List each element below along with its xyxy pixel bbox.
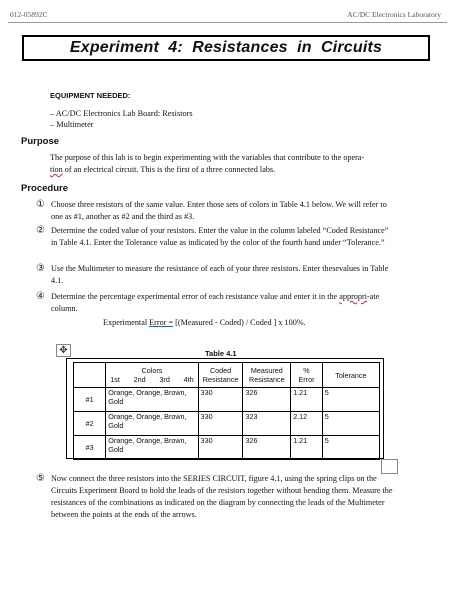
- table-row: [74, 436, 380, 460]
- cell-measured[interactable]: 323: [243, 412, 291, 436]
- procedure-step-2: [36, 225, 394, 249]
- colors-line: Gold: [108, 397, 124, 406]
- band-header: 3rd: [159, 375, 170, 384]
- cell-error[interactable]: 2.12: [291, 412, 323, 436]
- header-label: Tolerance: [335, 370, 367, 380]
- step-number-4-icon: ④: [36, 291, 45, 302]
- cell-coded[interactable]: 330: [198, 412, 243, 436]
- colors-line: Gold: [108, 445, 124, 454]
- purpose-line-2: of an electrical circuit. This is the first of a three connected labs.: [62, 165, 276, 174]
- equation-underlined: Error =: [149, 318, 174, 327]
- colors-line: Orange, Orange, Brown,: [108, 436, 187, 445]
- table-resize-handle[interactable]: [381, 459, 398, 474]
- cell-colors[interactable]: [106, 388, 198, 412]
- table-header-measured: [243, 363, 291, 388]
- step-text: Choose three resistors of the same value. Enter those sets of colors in Table 4.1 below. We will refer to one as #1, another as #2 and the third as #3.: [51, 200, 387, 221]
- band-header: 1st: [110, 375, 120, 384]
- purpose-heading: Purpose: [21, 136, 60, 147]
- step-text: Determine the coded value of your resistors. Enter the value in the column labeled “Coded Resistance” in Table 4.1. Enter the Tolerance value as indicated by the color of the fourth band under “Tolerance.”: [51, 226, 389, 247]
- table-header-cell: [74, 363, 106, 388]
- purpose-line-1: The purpose of this lab is to begin experimenting with the variables that contribute to the opera-: [50, 153, 365, 162]
- table-title: Table 4.1: [205, 349, 237, 358]
- error-equation: [103, 318, 306, 327]
- cell-error[interactable]: 1.21: [291, 388, 323, 412]
- spelling-flag-word: tion: [50, 165, 63, 174]
- row-label: #1: [74, 388, 106, 412]
- procedure-step-5: [36, 473, 394, 521]
- table-header-colors: [106, 363, 198, 388]
- band-header: 4th: [183, 375, 194, 384]
- table-header-coded: [198, 363, 243, 388]
- cell-tolerance[interactable]: 5: [322, 412, 379, 436]
- table-row: [74, 388, 380, 412]
- header-divider: [8, 22, 447, 23]
- step-number-5-icon: ⑤: [36, 473, 45, 484]
- procedure-heading: Procedure: [21, 183, 68, 194]
- step-number-1-icon: ①: [36, 199, 45, 210]
- purpose-paragraph: [50, 152, 392, 176]
- cell-coded[interactable]: 330: [198, 388, 243, 412]
- page-header-title: AC/DC Electronics Laboratory: [347, 10, 441, 19]
- row-label: #3: [74, 436, 106, 460]
- experiment-title-box: [22, 35, 430, 61]
- step-number-3-icon: ③: [36, 263, 45, 274]
- equation-part: Experimental: [103, 318, 150, 327]
- step-text-part: -ate column.: [51, 292, 380, 313]
- experiment-title: Experiment 4: Resistances in Circuits: [69, 39, 383, 56]
- cell-measured[interactable]: 326: [243, 436, 291, 460]
- equation-part: [(Measured - Coded) / Coded ] x 100%.: [173, 318, 306, 327]
- step-text-part: Determine the percentage experimental error of each resistance value and enter it in the: [51, 292, 340, 301]
- equipment-item: – AC/DC Electronics Lab Board: Resistors: [50, 109, 193, 118]
- step-text: Use the Multimeter to measure the resistance of each of your three resistors. Enter thesevalues in Table 4.1.: [51, 264, 389, 285]
- header-label: Colors: [141, 366, 163, 375]
- band-subheaders: [108, 375, 195, 384]
- table-header-error: [291, 363, 323, 388]
- cell-error[interactable]: 1.21: [291, 436, 323, 460]
- cell-measured[interactable]: 326: [243, 388, 291, 412]
- cell-colors[interactable]: [106, 412, 198, 436]
- procedure-step-4: [36, 291, 394, 315]
- step-text: Now connect the three resistors into the SERIES CIRCUIT, figure 4.1, using the spring clips on the Circuits Experiment Board to hold the leads of the resistors together without bending them. Measure the resistances of the combinations as indicated on the diagram by connecting the leads of the Multimeter between the points at the ends of the arrows.: [51, 474, 393, 519]
- table-header-tolerance: [322, 363, 379, 388]
- colors-line: Orange, Orange, Brown,: [108, 388, 187, 397]
- header-label: Coded: [209, 366, 232, 375]
- procedure-step-1: [36, 199, 394, 223]
- header-label: Resistance: [249, 375, 285, 384]
- procedure-step-3: [36, 263, 394, 287]
- cell-tolerance[interactable]: 5: [322, 388, 379, 412]
- table-header-row: [74, 363, 380, 388]
- header-label: Resistance: [202, 375, 239, 384]
- band-header: 2nd: [133, 375, 146, 384]
- table-row: [74, 412, 380, 436]
- page-header-doc-number: 012-05892C: [10, 10, 48, 19]
- spelling-flag-word: appropri: [339, 292, 367, 301]
- cell-colors[interactable]: [106, 436, 198, 460]
- move-handle-icon[interactable]: ✥: [56, 344, 71, 357]
- header-label: %: [303, 366, 310, 375]
- resistance-table: [73, 362, 380, 460]
- colors-line: Orange, Orange, Brown,: [108, 412, 187, 421]
- cell-tolerance[interactable]: 5: [322, 436, 379, 460]
- header-label: Error: [298, 375, 315, 384]
- equipment-item: – Multimeter: [50, 120, 94, 129]
- cell-coded[interactable]: 330: [198, 436, 243, 460]
- header-label: Measured: [250, 366, 283, 375]
- step-number-2-icon: ②: [36, 225, 45, 236]
- row-label: #2: [74, 412, 106, 436]
- equipment-heading: EQUIPMENT NEEDED:: [50, 91, 131, 100]
- step-text: [51, 291, 394, 315]
- colors-line: Gold: [108, 421, 124, 430]
